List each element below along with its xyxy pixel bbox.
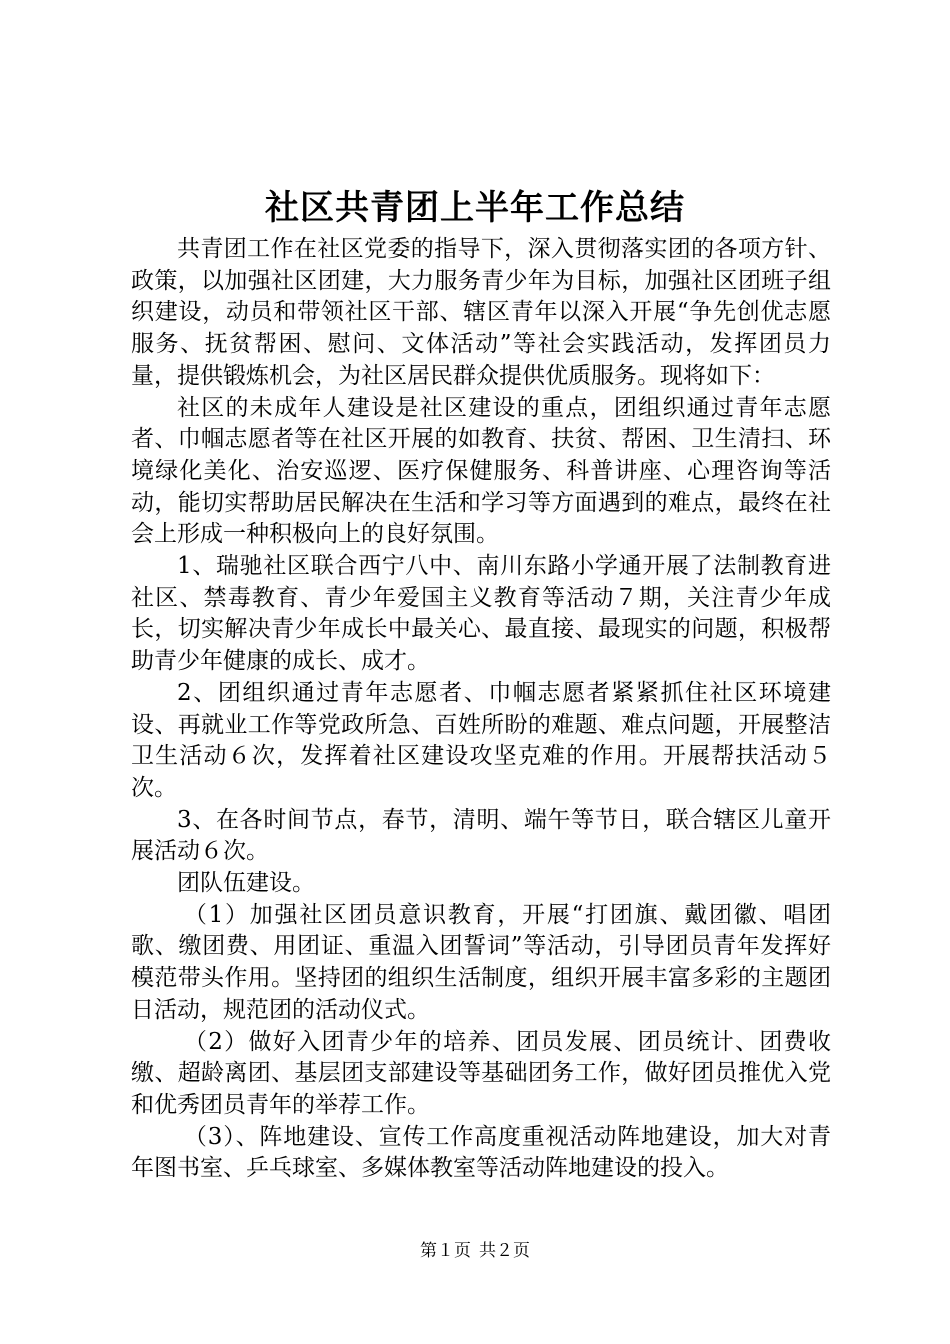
document-body: [131, 234, 831, 1185]
document-title: 社区共青团上半年工作总结: [265, 188, 685, 228]
paragraph-item-1: 1、瑞驰社区联合西宁八中、南川东路小学通开展了法制教育进社区、禁毒教育、青少年爱国主义教育等活动７期，关注青少年成长，切实解决青少年成长中最关心、最直接、最现实的问题，积极帮助青少年健康的成长、成才。: [131, 553, 831, 675]
paragraph-item-3: 3、在各时间节点，春节，清明、端午等节日，联合辖区儿童开展活动６次。: [131, 806, 831, 865]
page-number: 第１页: [420, 1241, 471, 1261]
paragraph-sub-1: （1）加强社区团员意识教育，开展“打团旗、戴团徽、唱团歌、缴团费、用团证、重温入团誓词”等活动，引导团员青年发挥好模范带头作用。坚持团的组织生活制度，组织开展丰富多彩的主题团日活动，规范团的活动仪式。: [131, 901, 831, 1023]
paragraph-team-heading: 团队伍建设。: [177, 870, 315, 897]
paragraph-minor-construction: 社区的未成年人建设是社区建设的重点，团组织通过青年志愿者、巾帼志愿者等在社区开展的如教育、扶贫、帮困、卫生清扫、环境绿化美化、治安巡逻、医疗保健服务、科普讲座、心理咨询等活动，能切实帮助居民解决在生活和学习等方面遇到的难点，最终在社会上形成一种积极向上的良好氛围。: [131, 394, 831, 548]
page-footer: [0, 1240, 950, 1262]
paragraph-item-2: 2、团组织通过青年志愿者、巾帼志愿者紧紧抓住社区环境建设、再就业工作等党政所急、百姓所盼的难题、难点问题，开展整洁卫生活动６次，发挥着社区建设攻坚克难的作用。开展帮扶活动５次。: [131, 679, 831, 801]
page-total: 共２页: [479, 1241, 530, 1261]
paragraph-sub-2: （2）做好入团青少年的培养、团员发展、团员统计、团费收缴、超龄离团、基层团支部建设等基础团务工作，做好团员推优入党和优秀团员青年的举荐工作。: [131, 1028, 831, 1118]
paragraph-intro: 共青团工作在社区党委的指导下，深入贯彻落实团的各项方针、政策，以加强社区团建，大力服务青少年为目标，加强社区团班子组织建设，动员和带领社区干部、辖区青年以深入开展“争先创优志愿服务、抚贫帮困、慰问、文体活动”等社会实践活动，发挥团员力量，提供锻炼机会，为社区居民群众提供优质服务。现将如下：: [131, 236, 831, 389]
paragraph-sub-3: （3）、阵地建设、宣传工作高度重视活动阵地建设，加大对青年图书室、乒乓球室、多媒体教室等活动阵地建设的投入。: [131, 1123, 831, 1182]
